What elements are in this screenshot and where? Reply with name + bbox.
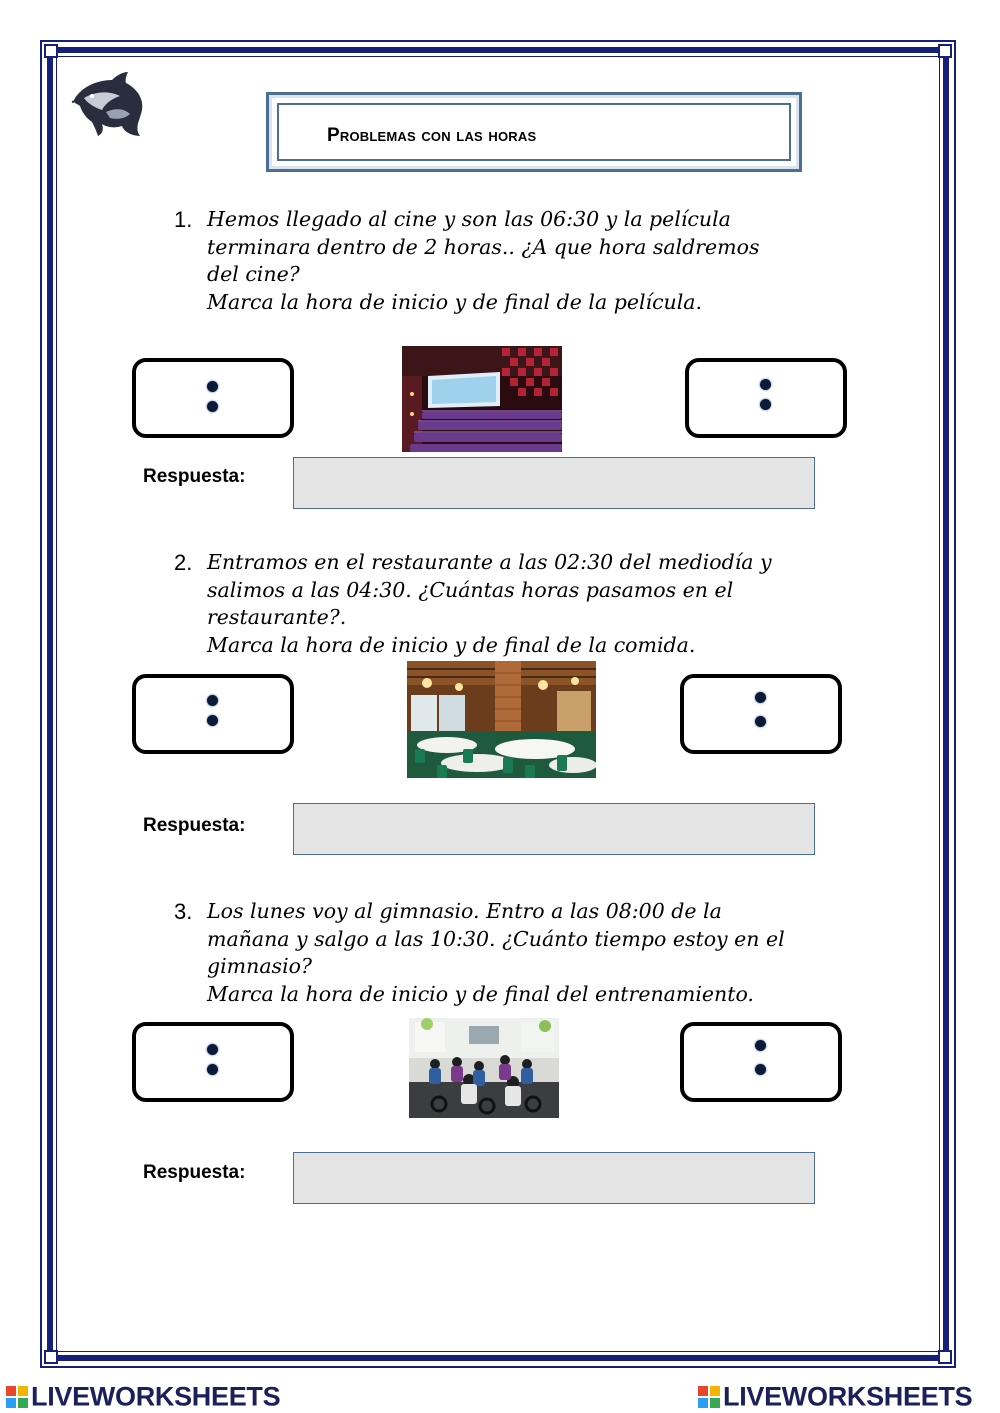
end-time-clock[interactable] bbox=[680, 674, 842, 754]
problem-line: terminara dentro de 2 horas.. ¿A que hora saldremos bbox=[207, 234, 760, 259]
liveworksheets-logo-icon bbox=[6, 1386, 28, 1408]
brand-name: LIVEWORKSHEETS bbox=[723, 1381, 973, 1412]
problem-line: Los lunes voy al gimnasio. Entro a las 08:00 de la bbox=[207, 899, 722, 923]
title-box bbox=[266, 92, 802, 172]
clock-colon-dot bbox=[207, 695, 218, 706]
answer-label: Respuesta: bbox=[143, 1162, 246, 1183]
start-time-clock[interactable] bbox=[132, 358, 294, 438]
clock-colon-dot bbox=[760, 379, 771, 390]
problem-line: Hemos llegado al cine y son las 06:30 y la película bbox=[207, 207, 731, 231]
clock-colon-dot bbox=[207, 381, 218, 392]
liveworksheets-logo-icon bbox=[698, 1386, 720, 1408]
answer-label: Respuesta: bbox=[143, 815, 246, 836]
problem-line: Marca la hora de inicio y de final de la comida. bbox=[207, 632, 696, 657]
brand-name: LIVEWORKSHEETS bbox=[31, 1381, 281, 1412]
problem-text bbox=[207, 549, 867, 659]
problem-line: restaurante?. bbox=[207, 605, 347, 629]
problem-text bbox=[207, 898, 867, 1008]
problem-number: 3. bbox=[174, 899, 193, 924]
brand-logo-left[interactable] bbox=[6, 1380, 280, 1410]
clock-colon-dot bbox=[207, 401, 218, 412]
answer-label: Respuesta: bbox=[143, 466, 246, 487]
cinema-photo bbox=[402, 346, 562, 452]
problem-text bbox=[207, 206, 867, 316]
brand-logo-right[interactable] bbox=[698, 1380, 972, 1410]
clock-colon-dot bbox=[207, 1044, 218, 1055]
clock-colon-dot bbox=[207, 1064, 218, 1075]
problem-line: del cine? bbox=[207, 262, 300, 286]
problem-line: Marca la hora de inicio y de final de la película. bbox=[207, 289, 703, 314]
dolphin-icon bbox=[70, 68, 150, 140]
clock-colon-dot bbox=[755, 1040, 766, 1051]
frame-corner bbox=[938, 44, 952, 58]
clock-colon-dot bbox=[760, 399, 771, 410]
problem-line: Entramos en el restaurante a las 02:30 del mediodía y bbox=[207, 550, 772, 574]
start-time-clock[interactable] bbox=[132, 1022, 294, 1102]
frame-corner bbox=[938, 1350, 952, 1364]
clock-colon-dot bbox=[755, 1064, 766, 1075]
frame-corner bbox=[44, 1350, 58, 1364]
answer-input-2[interactable] bbox=[293, 803, 815, 855]
end-time-clock[interactable] bbox=[680, 1022, 842, 1102]
answer-input-3[interactable] bbox=[293, 1152, 815, 1204]
clock-colon-dot bbox=[755, 692, 766, 703]
problem-line: salimos a las 04:30. ¿Cuántas horas pasamos en el bbox=[207, 577, 734, 602]
problem-line: Marca la hora de inicio y de final del entrenamiento. bbox=[207, 981, 754, 1006]
clock-colon-dot bbox=[207, 715, 218, 726]
gym-photo bbox=[409, 1018, 559, 1118]
restaurant-photo bbox=[407, 661, 596, 778]
frame-corner bbox=[44, 44, 58, 58]
problem-line: mañana y salgo a las 10:30. ¿Cuánto tiempo estoy en el bbox=[207, 926, 785, 951]
end-time-clock[interactable] bbox=[685, 358, 847, 438]
page-title: Problemas con las horas bbox=[327, 125, 537, 146]
problem-number: 1. bbox=[174, 207, 193, 232]
start-time-clock[interactable] bbox=[132, 674, 294, 754]
clock-colon-dot bbox=[755, 716, 766, 727]
problem-line: gimnasio? bbox=[207, 954, 312, 978]
problem-number: 2. bbox=[174, 550, 193, 575]
answer-input-1[interactable] bbox=[293, 457, 815, 509]
